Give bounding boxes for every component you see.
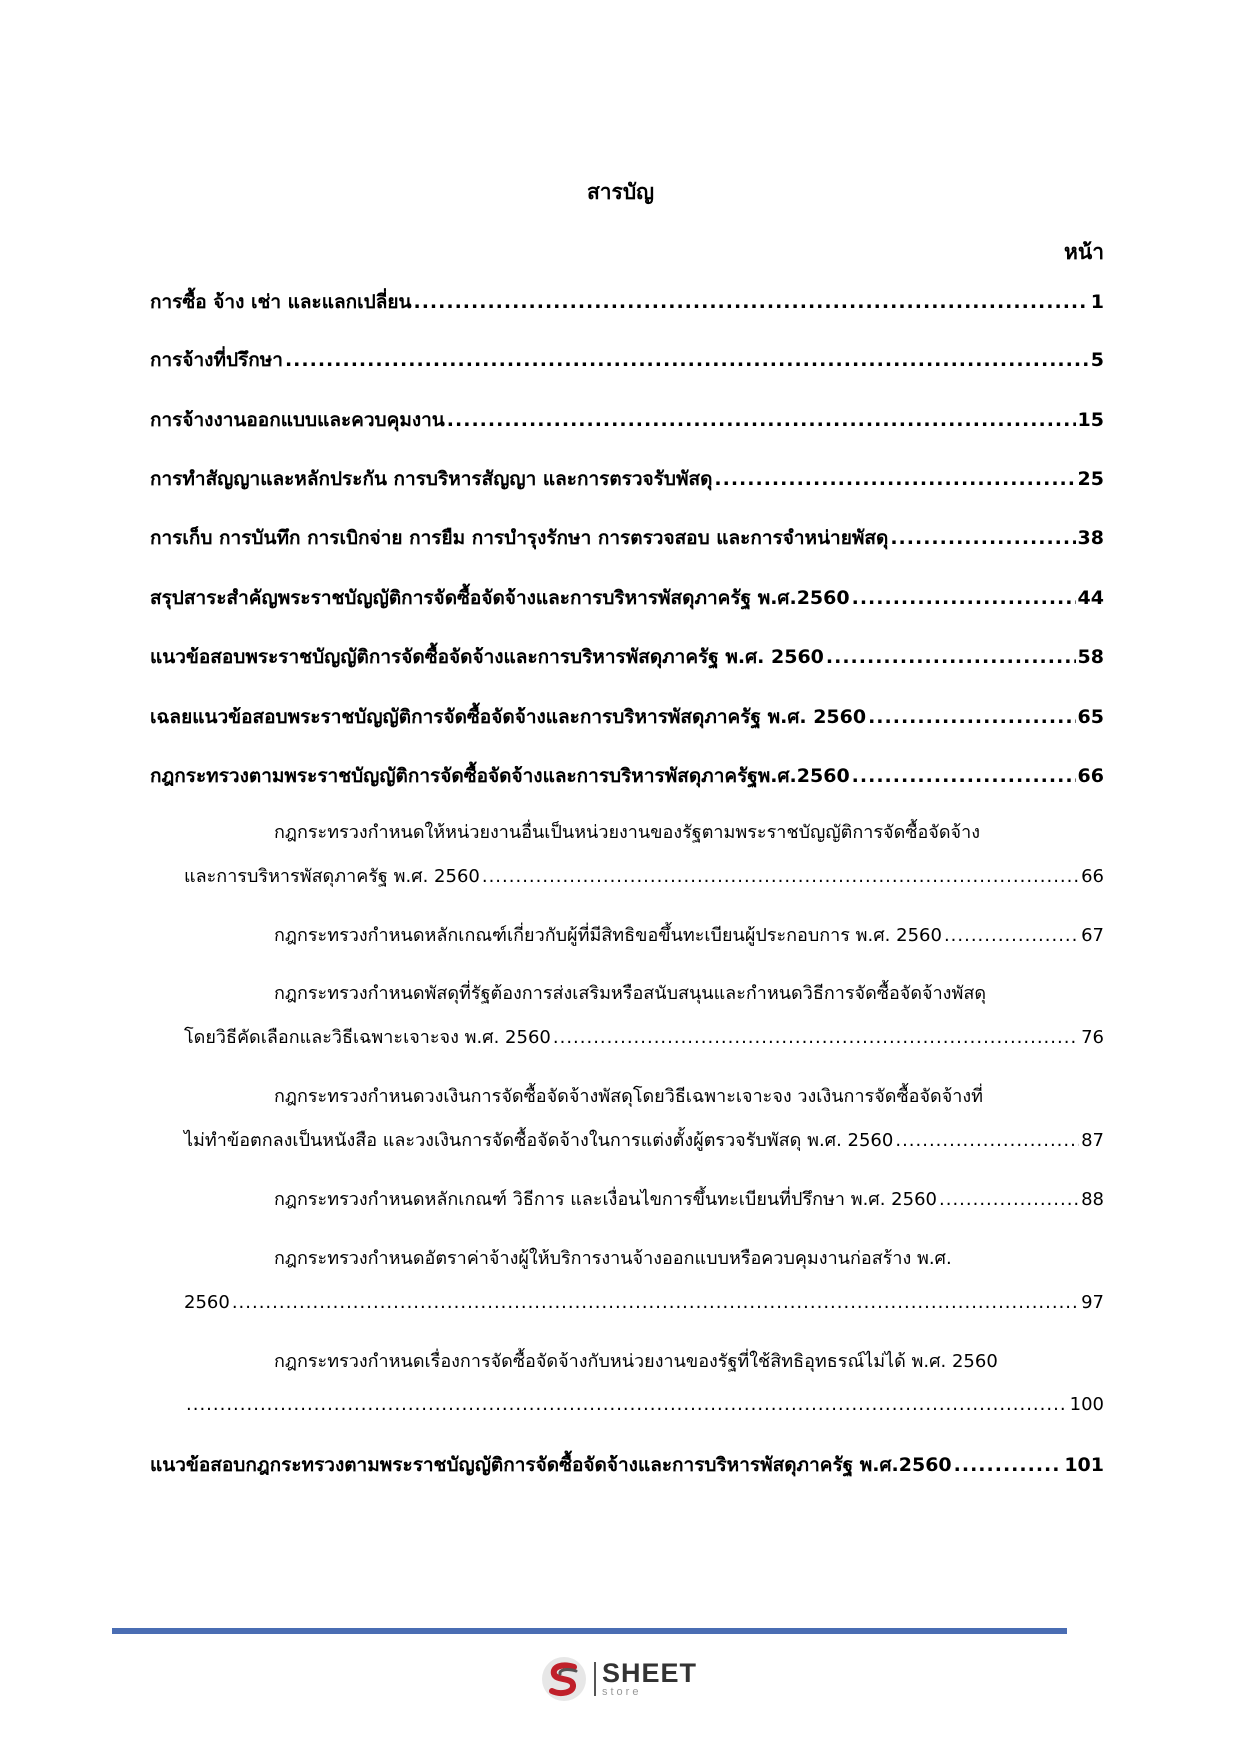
toc-subentry-line1: กฎกระทรวงกำหนดหลักเกณฑ์เกี่ยวกับผู้ที่มีสิทธิขอขึ้นทะเบียนผู้ประกอบการ พ.ศ. 2560 <box>274 925 942 946</box>
toc-subentry-line1: กฎกระทรวงกำหนดหลักเกณฑ์ วิธีการ และเงื่อนไขการขึ้นทะเบียนที่ปรึกษา พ.ศ. 2560 <box>274 1189 937 1210</box>
toc-subentry-line1[interactable]: กฎกระทรวงกำหนดเรื่องการจัดซื้อจัดจ้างกับหน่วยงานของรัฐที่ใช้สิทธิอุทธรณ์ไม่ได้ พ.ศ. 2560 <box>274 1351 998 1372</box>
leader-dots <box>852 583 1076 613</box>
toc-subentry-line1[interactable]: กฎกระทรวงกำหนดให้หน่วยงานอื่นเป็นหน่วยงานของรัฐตามพระราชบัญญัติการจัดซื้อจัดจ้าง <box>274 822 980 843</box>
toc-subentry-line1[interactable]: กฎกระทรวงกำหนดอัตราค่าจ้างผู้ให้บริการงานจ้างออกแบบหรือควบคุมงานก่อสร้าง พ.ศ. <box>274 1248 952 1269</box>
leader-dots <box>944 921 1079 951</box>
toc-entry[interactable] <box>150 287 1104 317</box>
toc-entry-page: 5 <box>1090 349 1104 371</box>
leader-dots <box>852 761 1076 791</box>
toc-entry-title: แนวข้อสอบพระราชบัญญัติการจัดซื้อจัดจ้างและการบริหารพัสดุภาครัฐ พ.ศ. 2560 <box>150 646 824 668</box>
logo-sub: store <box>602 1686 642 1698</box>
toc-entry[interactable] <box>150 761 1104 791</box>
toc-entry-title: กฎกระทรวงตามพระราชบัญญัติการจัดซื้อจัดจ้างและการบริหารพัสดุภาครัฐพ.ศ.2560 <box>150 765 850 787</box>
sheet-store-logo <box>540 1655 697 1703</box>
toc-title: สารบัญ <box>586 180 655 204</box>
toc-subentry[interactable] <box>274 1185 1104 1215</box>
toc-entry-page: 76 <box>1081 1027 1104 1048</box>
toc-entry-page: 25 <box>1077 468 1104 490</box>
logo-wordmark <box>602 1660 697 1698</box>
toc-entry[interactable] <box>150 702 1104 732</box>
toc-subentry-line1[interactable]: กฎกระทรวงกำหนดวงเงินการจัดซื้อจัดจ้างพัสดุโดยวิธีเฉพาะเจาะจง วงเงินการจัดซื้อจัดจ้างที่ <box>274 1086 984 1107</box>
toc-entry-page: 97 <box>1081 1292 1104 1313</box>
toc-entry-page: 15 <box>1077 409 1104 431</box>
logo-divider <box>594 1662 596 1696</box>
toc-subentry[interactable] <box>184 1288 1104 1318</box>
toc-entry-page: 38 <box>1077 527 1104 549</box>
leader-dots <box>954 1450 1063 1480</box>
leader-dots <box>447 405 1076 435</box>
toc-entry-page: 88 <box>1081 1189 1104 1210</box>
toc-entry-title: การเก็บ การบันทึก การเบิกจ่าย การยืม การบำรุงรักษา การตรวจสอบ และการจำหน่ายพัสดุ <box>150 527 889 549</box>
leader-dots <box>413 287 1088 317</box>
toc-entry-title: การจ้างงานออกแบบและควบคุมงาน <box>150 409 445 431</box>
footer-rule <box>112 1628 1067 1634</box>
toc-entry-title: แนวข้อสอบกฎกระทรวงตามพระราชบัญญัติการจัดซื้อจัดจ้างและการบริหารพัสดุภาครัฐ พ.ศ.2560 <box>150 1454 952 1476</box>
leader-dots <box>714 464 1075 494</box>
leader-dots <box>553 1023 1079 1053</box>
toc-subentry[interactable] <box>184 1023 1104 1053</box>
toc-entry[interactable] <box>150 405 1104 435</box>
leader-dots <box>232 1288 1079 1318</box>
toc-entry-page: 58 <box>1077 646 1104 668</box>
toc-entry-page: 87 <box>1081 1130 1104 1151</box>
leader-dots <box>285 345 1089 375</box>
leader-dots <box>939 1185 1079 1215</box>
toc-entry[interactable] <box>150 464 1104 494</box>
toc-entry-page: 67 <box>1081 925 1104 946</box>
leader-dots <box>868 702 1075 732</box>
toc-subentry-line2: 2560 <box>184 1292 230 1313</box>
toc-entry-title: เฉลยแนวข้อสอบพระราชบัญญัติการจัดซื้อจัดจ้างและการบริหารพัสดุภาครัฐ พ.ศ. 2560 <box>150 706 867 728</box>
toc-entry-title: การทำสัญญาและหลักประกัน การบริหารสัญญา และการตรวจรับพัสดุ <box>150 468 713 490</box>
toc-entry-page: 101 <box>1064 1454 1104 1476</box>
toc-entry-title: สรุปสาระสำคัญพระราชบัญญัติการจัดซื้อจัดจ้างและการบริหารพัสดุภาครัฐ พ.ศ.2560 <box>150 587 850 609</box>
leader-dots <box>826 642 1076 672</box>
toc-subentry[interactable] <box>184 1126 1104 1156</box>
leader-dots <box>890 523 1075 553</box>
page-column-header: หน้า <box>1064 240 1104 264</box>
toc-subentry-line1[interactable]: กฎกระทรวงกำหนดพัสดุที่รัฐต้องการส่งเสริมหรือสนับสนุนและกำหนดวิธีการจัดซื้อจัดจ้างพัสดุ <box>274 983 987 1004</box>
leader-dots <box>482 862 1079 892</box>
toc-entry[interactable] <box>150 523 1104 553</box>
toc-entry[interactable] <box>150 1450 1104 1480</box>
toc-entry-page: 66 <box>1081 866 1104 887</box>
toc-subentry-line2: ไม่ทำข้อตกลงเป็นหนังสือ และวงเงินการจัดซื้อจัดจ้างในการแต่งตั้งผู้ตรวจรับพัสดุ พ.ศ. 2560 <box>184 1130 894 1151</box>
toc-entry[interactable] <box>150 345 1104 375</box>
leader-dots <box>186 1390 1068 1420</box>
toc-entry-page: 1 <box>1090 291 1104 313</box>
table-of-contents <box>150 0 1104 1755</box>
toc-entry-page: 100 <box>1069 1394 1104 1415</box>
leader-dots <box>895 1126 1079 1156</box>
toc-subentry-line2: และการบริหารพัสดุภาครัฐ พ.ศ. 2560 <box>184 866 480 887</box>
toc-entry-title: การจ้างที่ปรึกษา <box>150 349 283 371</box>
toc-subentry[interactable] <box>274 921 1104 951</box>
toc-subentry[interactable] <box>184 862 1104 892</box>
toc-entry-page: 66 <box>1077 765 1104 787</box>
toc-subentry-line2: โดยวิธีคัดเลือกและวิธีเฉพาะเจาะจง พ.ศ. 2560 <box>184 1027 551 1048</box>
toc-entry[interactable] <box>150 642 1104 672</box>
toc-entry-page: 44 <box>1077 587 1104 609</box>
logo-name: SHEET <box>602 1658 698 1688</box>
toc-entry-page: 65 <box>1077 706 1104 728</box>
toc-entry-title: การซื้อ จ้าง เช่า และแลกเปลี่ยน <box>150 291 412 313</box>
toc-subentry[interactable] <box>184 1390 1104 1420</box>
sheet-store-s-icon <box>540 1655 588 1703</box>
toc-entry[interactable] <box>150 583 1104 613</box>
